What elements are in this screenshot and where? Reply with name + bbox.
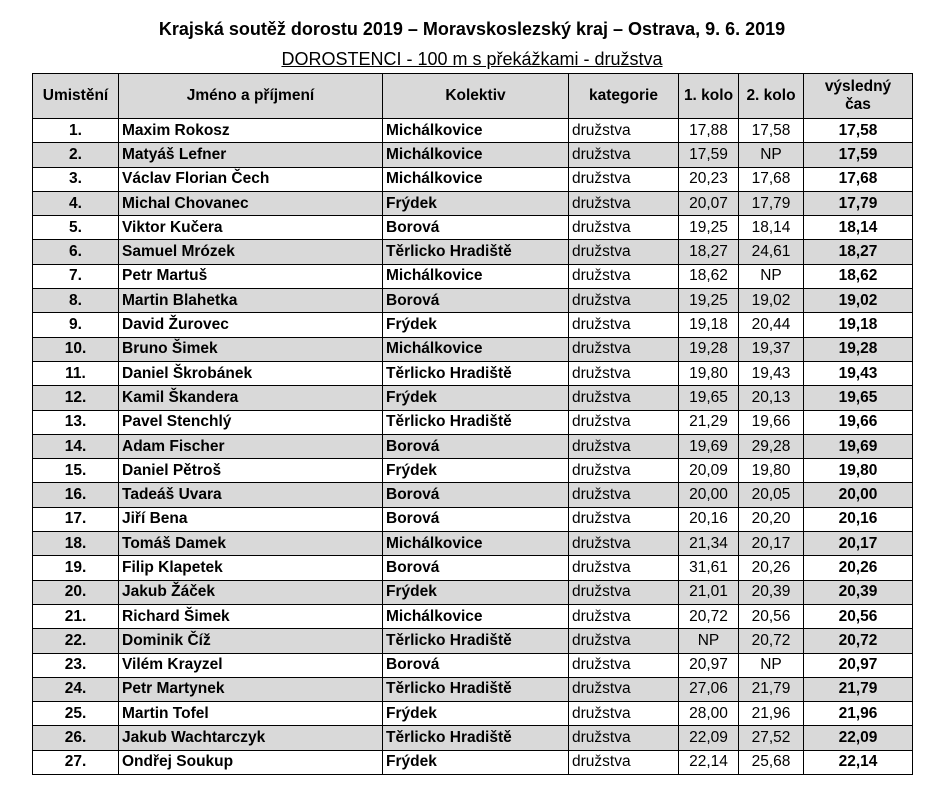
cell-round2: 20,20 bbox=[739, 507, 804, 531]
cell-round2: 20,39 bbox=[739, 580, 804, 604]
cell-category: družstva bbox=[569, 629, 679, 653]
cell-team: Těrlicko Hradiště bbox=[383, 410, 569, 434]
cell-place: 5. bbox=[33, 216, 119, 240]
cell-category: družstva bbox=[569, 556, 679, 580]
table-row bbox=[33, 119, 913, 143]
cell-round1: 28,00 bbox=[679, 702, 739, 726]
cell-category: družstva bbox=[569, 313, 679, 337]
cell-round1: 20,00 bbox=[679, 483, 739, 507]
cell-round1: 20,72 bbox=[679, 604, 739, 628]
cell-place: 10. bbox=[33, 337, 119, 361]
cell-team: Borová bbox=[383, 434, 569, 458]
cell-place: 6. bbox=[33, 240, 119, 264]
cell-category: družstva bbox=[569, 167, 679, 191]
cell-category: družstva bbox=[569, 653, 679, 677]
table-row bbox=[33, 434, 913, 458]
table-row bbox=[33, 240, 913, 264]
cell-round2: 24,61 bbox=[739, 240, 804, 264]
cell-category: družstva bbox=[569, 191, 679, 215]
cell-round1: 22,14 bbox=[679, 750, 739, 774]
cell-team: Frýdek bbox=[383, 459, 569, 483]
cell-round1: 18,62 bbox=[679, 264, 739, 288]
cell-category: družstva bbox=[569, 459, 679, 483]
cell-final-time: 19,43 bbox=[804, 361, 913, 385]
table-row bbox=[33, 653, 913, 677]
cell-name: Martin Tofel bbox=[119, 702, 383, 726]
cell-round1: 31,61 bbox=[679, 556, 739, 580]
cell-name: Jakub Žáček bbox=[119, 580, 383, 604]
cell-place: 26. bbox=[33, 726, 119, 750]
cell-category: družstva bbox=[569, 434, 679, 458]
cell-name: Daniel Pětroš bbox=[119, 459, 383, 483]
cell-final-time: 18,14 bbox=[804, 216, 913, 240]
cell-team: Frýdek bbox=[383, 750, 569, 774]
cell-category: družstva bbox=[569, 750, 679, 774]
table-row bbox=[33, 532, 913, 556]
cell-round1: 27,06 bbox=[679, 677, 739, 701]
table-row bbox=[33, 143, 913, 167]
cell-category: družstva bbox=[569, 483, 679, 507]
cell-round2: 17,79 bbox=[739, 191, 804, 215]
header-place: Umistění bbox=[33, 74, 119, 119]
header-team: Kolektiv bbox=[383, 74, 569, 119]
cell-place: 1. bbox=[33, 119, 119, 143]
cell-category: družstva bbox=[569, 702, 679, 726]
cell-name: Jiří Bena bbox=[119, 507, 383, 531]
header-category: kategorie bbox=[569, 74, 679, 119]
cell-round1: 19,25 bbox=[679, 216, 739, 240]
cell-final-time: 19,80 bbox=[804, 459, 913, 483]
document-title: Krajská soutěž dorostu 2019 – Moravskoslezský kraj – Ostrava, 9. 6. 2019 bbox=[158, 19, 786, 39]
cell-final-time: 19,69 bbox=[804, 434, 913, 458]
cell-category: družstva bbox=[569, 289, 679, 313]
cell-category: družstva bbox=[569, 726, 679, 750]
header-round1: 1. kolo bbox=[679, 74, 739, 119]
cell-category: družstva bbox=[569, 580, 679, 604]
cell-name: Michal Chovanec bbox=[119, 191, 383, 215]
cell-team: Těrlicko Hradiště bbox=[383, 726, 569, 750]
table-row bbox=[33, 361, 913, 385]
cell-round2: 20,13 bbox=[739, 386, 804, 410]
cell-final-time: 17,58 bbox=[804, 119, 913, 143]
cell-name: Pavel Stenchlý bbox=[119, 410, 383, 434]
cell-place: 24. bbox=[33, 677, 119, 701]
cell-name: Ondřej Soukup bbox=[119, 750, 383, 774]
cell-round2: 19,37 bbox=[739, 337, 804, 361]
cell-round2: NP bbox=[739, 143, 804, 167]
cell-name: Václav Florian Čech bbox=[119, 167, 383, 191]
cell-final-time: 20,39 bbox=[804, 580, 913, 604]
cell-team: Těrlicko Hradiště bbox=[383, 361, 569, 385]
subtitle-text: DOROSTENCI - 100 m s překážkami - družstva bbox=[281, 49, 663, 69]
cell-name: Samuel Mrózek bbox=[119, 240, 383, 264]
cell-name: David Žurovec bbox=[119, 313, 383, 337]
cell-final-time: 19,66 bbox=[804, 410, 913, 434]
cell-place: 8. bbox=[33, 289, 119, 313]
table-row bbox=[33, 264, 913, 288]
cell-final-time: 19,18 bbox=[804, 313, 913, 337]
cell-final-time: 22,09 bbox=[804, 726, 913, 750]
cell-round1: 19,69 bbox=[679, 434, 739, 458]
cell-final-time: 20,56 bbox=[804, 604, 913, 628]
cell-round2: NP bbox=[739, 264, 804, 288]
cell-place: 2. bbox=[33, 143, 119, 167]
cell-name: Richard Šimek bbox=[119, 604, 383, 628]
cell-place: 11. bbox=[33, 361, 119, 385]
header-name: Jméno a příjmení bbox=[119, 74, 383, 119]
results-table bbox=[32, 73, 913, 775]
header-final-time bbox=[804, 74, 913, 119]
cell-round2: 19,02 bbox=[739, 289, 804, 313]
cell-place: 13. bbox=[33, 410, 119, 434]
cell-place: 16. bbox=[33, 483, 119, 507]
cell-round2: 25,68 bbox=[739, 750, 804, 774]
cell-place: 19. bbox=[33, 556, 119, 580]
cell-name: Dominik Číž bbox=[119, 629, 383, 653]
cell-final-time: 17,79 bbox=[804, 191, 913, 215]
cell-round1: 22,09 bbox=[679, 726, 739, 750]
cell-round1: 19,18 bbox=[679, 313, 739, 337]
cell-category: družstva bbox=[569, 337, 679, 361]
cell-round2: 20,72 bbox=[739, 629, 804, 653]
cell-round1: 19,80 bbox=[679, 361, 739, 385]
cell-place: 12. bbox=[33, 386, 119, 410]
cell-final-time: 19,65 bbox=[804, 386, 913, 410]
cell-team: Těrlicko Hradiště bbox=[383, 240, 569, 264]
table-row bbox=[33, 313, 913, 337]
cell-team: Borová bbox=[383, 289, 569, 313]
cell-place: 17. bbox=[33, 507, 119, 531]
cell-name: Vilém Krayzel bbox=[119, 653, 383, 677]
cell-team: Michálkovice bbox=[383, 337, 569, 361]
cell-team: Borová bbox=[383, 483, 569, 507]
cell-team: Frýdek bbox=[383, 191, 569, 215]
cell-name: Matyáš Lefner bbox=[119, 143, 383, 167]
table-row bbox=[33, 580, 913, 604]
cell-category: družstva bbox=[569, 361, 679, 385]
cell-round1: 18,27 bbox=[679, 240, 739, 264]
table-row bbox=[33, 191, 913, 215]
cell-category: družstva bbox=[569, 532, 679, 556]
cell-round1: 20,23 bbox=[679, 167, 739, 191]
cell-round2: 27,52 bbox=[739, 726, 804, 750]
table-row bbox=[33, 507, 913, 531]
cell-team: Těrlicko Hradiště bbox=[383, 629, 569, 653]
cell-final-time: 17,59 bbox=[804, 143, 913, 167]
cell-name: Filip Klapetek bbox=[119, 556, 383, 580]
cell-category: družstva bbox=[569, 240, 679, 264]
cell-final-time: 19,02 bbox=[804, 289, 913, 313]
header-row bbox=[33, 74, 913, 119]
cell-place: 3. bbox=[33, 167, 119, 191]
cell-round1: 20,16 bbox=[679, 507, 739, 531]
cell-name: Martin Blahetka bbox=[119, 289, 383, 313]
cell-round1: 20,07 bbox=[679, 191, 739, 215]
cell-category: družstva bbox=[569, 410, 679, 434]
cell-round2: 20,56 bbox=[739, 604, 804, 628]
cell-name: Petr Martuš bbox=[119, 264, 383, 288]
cell-final-time: 20,97 bbox=[804, 653, 913, 677]
cell-category: družstva bbox=[569, 507, 679, 531]
cell-round2: 20,26 bbox=[739, 556, 804, 580]
cell-name: Kamil Škandera bbox=[119, 386, 383, 410]
cell-round2: 20,44 bbox=[739, 313, 804, 337]
cell-final-time: 19,28 bbox=[804, 337, 913, 361]
table-row bbox=[33, 167, 913, 191]
cell-name: Petr Martynek bbox=[119, 677, 383, 701]
cell-place: 23. bbox=[33, 653, 119, 677]
table-row bbox=[33, 677, 913, 701]
table-row bbox=[33, 556, 913, 580]
table-row bbox=[33, 459, 913, 483]
cell-final-time: 20,16 bbox=[804, 507, 913, 531]
cell-place: 21. bbox=[33, 604, 119, 628]
cell-team: Michálkovice bbox=[383, 167, 569, 191]
cell-team: Frýdek bbox=[383, 580, 569, 604]
cell-place: 18. bbox=[33, 532, 119, 556]
table-row bbox=[33, 604, 913, 628]
cell-round2: 29,28 bbox=[739, 434, 804, 458]
cell-team: Borová bbox=[383, 556, 569, 580]
cell-round1: NP bbox=[679, 629, 739, 653]
table-row bbox=[33, 750, 913, 774]
cell-round2: 19,43 bbox=[739, 361, 804, 385]
header-final-line1: výsledný bbox=[824, 78, 892, 95]
header-final-line2: čas bbox=[845, 96, 871, 113]
cell-final-time: 18,62 bbox=[804, 264, 913, 288]
cell-round1: 17,88 bbox=[679, 119, 739, 143]
table-row bbox=[33, 289, 913, 313]
table-row bbox=[33, 410, 913, 434]
cell-place: 9. bbox=[33, 313, 119, 337]
cell-final-time: 20,72 bbox=[804, 629, 913, 653]
cell-name: Bruno Šimek bbox=[119, 337, 383, 361]
cell-name: Tomáš Damek bbox=[119, 532, 383, 556]
cell-final-time: 18,27 bbox=[804, 240, 913, 264]
cell-team: Těrlicko Hradiště bbox=[383, 677, 569, 701]
cell-final-time: 21,96 bbox=[804, 702, 913, 726]
cell-round1: 21,34 bbox=[679, 532, 739, 556]
cell-final-time: 17,68 bbox=[804, 167, 913, 191]
cell-team: Michálkovice bbox=[383, 604, 569, 628]
cell-final-time: 20,00 bbox=[804, 483, 913, 507]
cell-place: 20. bbox=[33, 580, 119, 604]
table-row bbox=[33, 386, 913, 410]
cell-round2: 21,96 bbox=[739, 702, 804, 726]
table-row bbox=[33, 483, 913, 507]
cell-category: družstva bbox=[569, 264, 679, 288]
cell-round1: 20,97 bbox=[679, 653, 739, 677]
cell-name: Viktor Kučera bbox=[119, 216, 383, 240]
cell-place: 15. bbox=[33, 459, 119, 483]
cell-name: Tadeáš Uvara bbox=[119, 483, 383, 507]
cell-name: Daniel Škrobánek bbox=[119, 361, 383, 385]
cell-team: Frýdek bbox=[383, 702, 569, 726]
header-round2: 2. kolo bbox=[739, 74, 804, 119]
cell-place: 22. bbox=[33, 629, 119, 653]
table-row bbox=[33, 702, 913, 726]
cell-category: družstva bbox=[569, 677, 679, 701]
cell-team: Michálkovice bbox=[383, 264, 569, 288]
cell-round2: 19,66 bbox=[739, 410, 804, 434]
cell-team: Borová bbox=[383, 507, 569, 531]
cell-team: Michálkovice bbox=[383, 119, 569, 143]
cell-category: družstva bbox=[569, 604, 679, 628]
table-row bbox=[33, 337, 913, 361]
cell-round2: 17,68 bbox=[739, 167, 804, 191]
table-row bbox=[33, 726, 913, 750]
cell-place: 25. bbox=[33, 702, 119, 726]
cell-final-time: 20,17 bbox=[804, 532, 913, 556]
cell-team: Michálkovice bbox=[383, 532, 569, 556]
cell-round2: 19,80 bbox=[739, 459, 804, 483]
cell-final-time: 21,79 bbox=[804, 677, 913, 701]
cell-place: 14. bbox=[33, 434, 119, 458]
results-body bbox=[33, 119, 913, 775]
cell-round2: NP bbox=[739, 653, 804, 677]
cell-team: Borová bbox=[383, 216, 569, 240]
cell-team: Michálkovice bbox=[383, 143, 569, 167]
cell-category: družstva bbox=[569, 119, 679, 143]
cell-round1: 21,01 bbox=[679, 580, 739, 604]
cell-place: 27. bbox=[33, 750, 119, 774]
cell-final-time: 22,14 bbox=[804, 750, 913, 774]
cell-round2: 17,58 bbox=[739, 119, 804, 143]
cell-team: Borová bbox=[383, 653, 569, 677]
cell-round2: 20,17 bbox=[739, 532, 804, 556]
cell-team: Frýdek bbox=[383, 386, 569, 410]
cell-round2: 20,05 bbox=[739, 483, 804, 507]
cell-team: Frýdek bbox=[383, 313, 569, 337]
document-subtitle bbox=[0, 48, 944, 70]
cell-name: Jakub Wachtarczyk bbox=[119, 726, 383, 750]
cell-round1: 21,29 bbox=[679, 410, 739, 434]
cell-round1: 20,09 bbox=[679, 459, 739, 483]
cell-round1: 19,65 bbox=[679, 386, 739, 410]
cell-final-time: 20,26 bbox=[804, 556, 913, 580]
cell-category: družstva bbox=[569, 143, 679, 167]
cell-round2: 18,14 bbox=[739, 216, 804, 240]
cell-round1: 17,59 bbox=[679, 143, 739, 167]
cell-category: družstva bbox=[569, 216, 679, 240]
cell-name: Maxim Rokosz bbox=[119, 119, 383, 143]
cell-round2: 21,79 bbox=[739, 677, 804, 701]
cell-round1: 19,28 bbox=[679, 337, 739, 361]
cell-place: 4. bbox=[33, 191, 119, 215]
cell-category: družstva bbox=[569, 386, 679, 410]
cell-round1: 19,25 bbox=[679, 289, 739, 313]
cell-place: 7. bbox=[33, 264, 119, 288]
cell-name: Adam Fischer bbox=[119, 434, 383, 458]
table-row bbox=[33, 629, 913, 653]
table-row bbox=[33, 216, 913, 240]
